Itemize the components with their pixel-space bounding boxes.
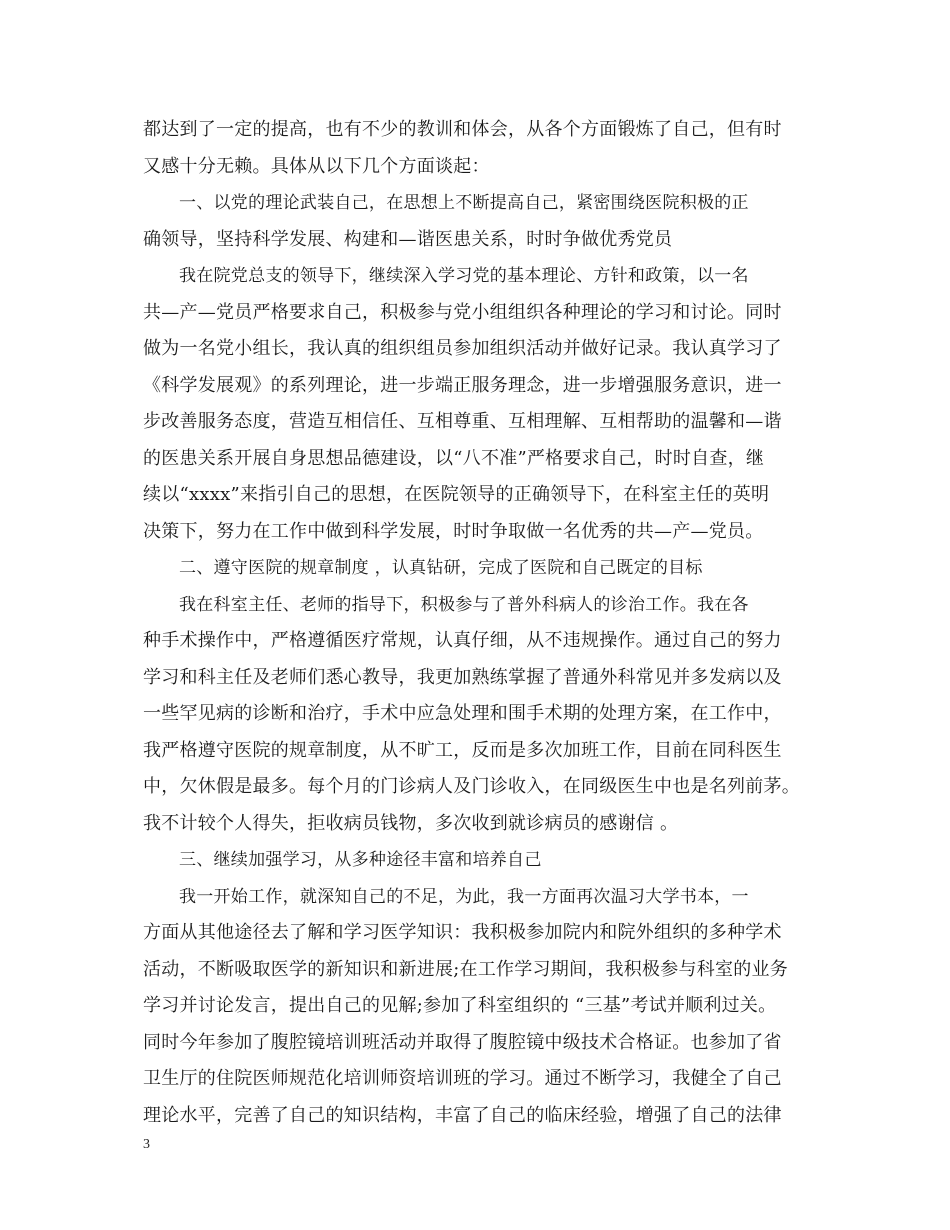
text-line: 又感十分无赖。具体从以下几个方面谈起： (143, 155, 490, 177)
text-line: 我严格遵守医院的规章制度，从不旷工，反而是多次加班工作，目前在同科医生 (143, 739, 782, 761)
text-line: 《科学发展观》的系列理论，进一步端正服务理念，进一步增强服务意识，进一 (143, 374, 782, 396)
text-line: 共—产—党员严格要求自己，积极参与党小组组织各种理论的学习和讨论。同时 (143, 301, 782, 323)
text-line: 方面从其他途径去了解和学习医学知识：我积极参加院内和院外组织的多种学术 (143, 922, 782, 943)
text-line: 的医患关系开展自身思想品德建设，以“八不准”严格要求自己，时时自查，继 (143, 447, 765, 469)
text-line: 我不计较个人得失，拒收病员钱物，多次收到就诊病员的感谢信 。 (143, 812, 679, 834)
text-line: 学习和科主任及老师们悉心教导，我更加熟练掌握了普通外科常见并多发病以及 (143, 666, 782, 688)
text-line: 续以“xxxx”来指引自己的思想，在医院领导的正确领导下，在科室主任的英明 (143, 484, 770, 505)
body-text (143, 112, 813, 1134)
text-line: 我在院党总支的领导下，继续深入学习党的基本理论、方针和政策，以一名 (179, 266, 749, 286)
text-line: 确领导，坚持科学发展、构建和—谐医患关系，时时争做优秀党员 (143, 228, 673, 250)
text-line: 决策下，努力在工作中做到科学发展，时时争取做一名优秀的共—产—党员。 (143, 520, 764, 542)
text-line: 学习并讨论发言，提出自己的见解;参加了科室组织的 “三基”考试并顺利过关。 (143, 995, 777, 1016)
text-line: 步改善服务态度，营造互相信任、互相尊重、互相理解、互相帮助的温馨和—谐 (143, 411, 782, 432)
page-number: 3 (143, 1137, 150, 1152)
text-line: 二、遵守医院的规章制度 ，认真钻研，完成了医院和自己既定的目标 (179, 558, 703, 578)
text-line: 中，欠休假是最多。每个月的门诊病人及门诊收入，在同级医生中也是名列前茅。 (143, 776, 800, 797)
text-line: 一、以党的理论武装自己，在思想上不断提高自己，紧密围绕医院积极的正 (179, 193, 749, 213)
text-line: 理论水平，完善了自己的知识结构，丰富了自己的临床经验，增强了自己的法律 (143, 1104, 782, 1126)
text-line: 都达到了一定的提高，也有不少的教训和体会，从各个方面锻炼了自己，但有时 (143, 119, 782, 140)
text-line: 我一开始工作，就深知自己的不足，为此，我一方面再次温习大学书本，一 (179, 886, 749, 907)
text-line: 同时今年参加了腹腔镜培训班活动并取得了腹腔镜中级技术合格证。也参加了省 (143, 1031, 782, 1053)
text-line: 做为一名党小组长，我认真的组织组员参加组织活动并做好记录。我认真学习了 (143, 338, 782, 359)
text-line: 三、继续加强学习，从多种途径丰富和培养自己 (179, 850, 542, 870)
text-line: 种手术操作中，严格遵循医疗常规，认真仔细，从不违规操作。通过自己的努力 (143, 630, 782, 651)
text-line: 活动，不断吸取医学的新知识和新进展;在工作学习期间，我积极参与科室的业务 (143, 958, 789, 980)
text-line: 我在科室主任、老师的指导下，积极参与了普外科病人的诊治工作。我在各 (179, 594, 749, 615)
text-line: 一些罕见病的诊断和治疗，手术中应急处理和围手术期的处理方案，在工作中， (143, 703, 782, 724)
text-line: 卫生厅的住院医师规范化培训师资培训班的学习。通过不断学习，我健全了自己 (143, 1068, 782, 1089)
